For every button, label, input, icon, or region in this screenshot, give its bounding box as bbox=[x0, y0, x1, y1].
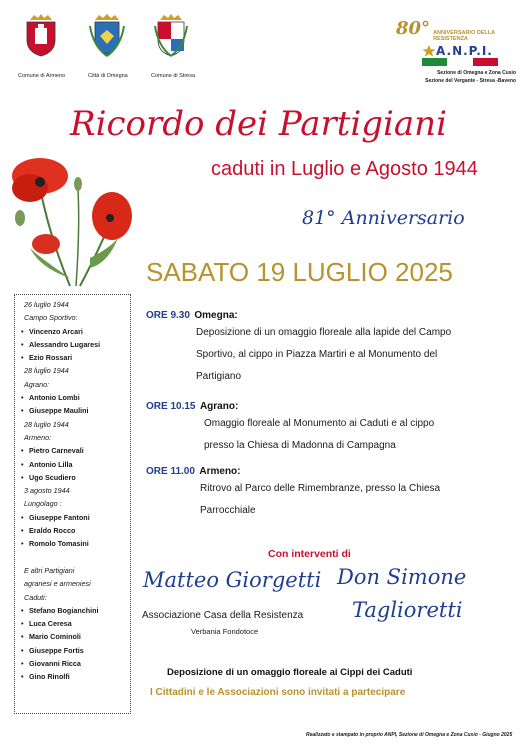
fallen-name: • Giuseppe Maulini bbox=[15, 404, 130, 417]
fallen-name: • Alessandro Lugaresi bbox=[15, 338, 130, 351]
fallen-name: • Romolo Tomasini bbox=[15, 537, 130, 550]
schedule-time: ORE 11.00 bbox=[146, 466, 195, 477]
fallen-name: • Luca Ceresa bbox=[15, 617, 130, 630]
schedule-place: Armeno: bbox=[199, 466, 241, 477]
speaker1-association: Associazione Casa della Resistenza bbox=[142, 610, 304, 621]
fallen-names-list bbox=[14, 294, 131, 714]
schedule-line: Ritrovo al Parco delle Rimembranze, presso la Chiesa bbox=[200, 483, 441, 494]
schedule-line: Parrocchiale bbox=[200, 505, 256, 516]
schedule-line: Partigiano bbox=[196, 371, 242, 382]
names-heading: Armeno: bbox=[24, 432, 52, 442]
crest-label-stresa: Comune di Stresa bbox=[151, 73, 196, 79]
page-title: Ricordo dei Partigiani bbox=[70, 104, 447, 144]
anniversary-label: 81° Anniversario bbox=[302, 207, 465, 229]
anpi-section-2: Sezione del Vergante - Stresa -Baveno bbox=[425, 78, 516, 84]
names-heading: E altri Partigiani bbox=[24, 565, 75, 575]
crest-label-omegna: Città di Omegna bbox=[88, 73, 128, 79]
names-heading bbox=[15, 551, 130, 564]
schedule-line: presso la Chiesa di Madonna di Campagna bbox=[204, 440, 396, 451]
fallen-name: • Giuseppe Fortis bbox=[15, 644, 130, 657]
schedule-line: Sportivo, al cippo in Piazza Martiri e al Monumento del bbox=[196, 349, 438, 360]
names-heading: 28 luglio 1944 bbox=[24, 419, 69, 429]
fallen-name: • Giovanni Ricca bbox=[15, 657, 130, 670]
footer-credit: Realizzato e stampato in proprio ANPI, Sezione di Omegna e Zona Cusio - Giugno 2025 bbox=[306, 732, 513, 738]
fallen-name: • Pietro Carnevali bbox=[15, 444, 130, 457]
anpi-logo bbox=[396, 18, 516, 85]
names-heading: Agrano: bbox=[24, 379, 50, 389]
schedule-line: Deposizione di un omaggio floreale alla lapide del Campo bbox=[196, 327, 452, 338]
schedule bbox=[146, 305, 486, 522]
fallen-name: • Stefano Bogianchini bbox=[15, 604, 130, 617]
anpi-section-1: Sezione di Omegna e Zona Cusio bbox=[437, 70, 516, 76]
names-heading: Caduti: bbox=[24, 592, 47, 602]
footer-deposition: Deposizione di un omaggio floreale ai Cippi dei Caduti bbox=[167, 667, 413, 678]
schedule-time: ORE 9.30 bbox=[146, 310, 190, 321]
fallen-name: • Gino Rinolfi bbox=[15, 670, 130, 683]
schedule-item bbox=[146, 461, 486, 522]
anpi-flag bbox=[422, 58, 498, 66]
crest-label-armeno: Comune di Armeno bbox=[18, 73, 66, 79]
interventions-heading: Con interventi di bbox=[268, 548, 351, 560]
names-heading: 28 luglio 1944 bbox=[24, 366, 69, 376]
schedule-time: ORE 10.15 bbox=[146, 401, 196, 412]
crest-armeno bbox=[21, 12, 61, 58]
crest-omegna bbox=[87, 12, 127, 58]
armeno-crest-icon bbox=[24, 12, 58, 58]
poppies-illustration-icon bbox=[0, 148, 140, 288]
stresa-crest-icon bbox=[153, 12, 189, 58]
schedule-item bbox=[146, 396, 486, 461]
fallen-name: • Eraldo Rocco bbox=[15, 524, 130, 537]
names-heading: Lungolago : bbox=[24, 499, 62, 509]
fallen-name: • Antonio Lilla bbox=[15, 458, 130, 471]
signature-don-simone-line1: Don Simone bbox=[337, 565, 467, 589]
schedule-place: Omegna: bbox=[194, 310, 238, 321]
speaker1-location: Verbania Fondotoce bbox=[191, 627, 259, 636]
schedule-place: Agrano: bbox=[199, 401, 239, 412]
page-subtitle: caduti in Luglio e Agosto 1944 bbox=[211, 158, 478, 180]
fallen-name: • Giuseppe Fantoni bbox=[15, 511, 130, 524]
event-date: SABATO 19 LUGLIO 2025 bbox=[146, 257, 453, 287]
fallen-name: • Ezio Rossari bbox=[15, 351, 130, 364]
names-heading: 3 agosto 1944 bbox=[24, 486, 70, 496]
anpi-anniversary-text: ANNIVERSARIO DELLA RESISTENZA bbox=[433, 30, 495, 42]
fallen-name: • Mario Cominoli bbox=[15, 630, 130, 643]
names-heading: 26 luglio 1944 bbox=[24, 300, 69, 309]
schedule-line: Omaggio floreale al Monumento ai Caduti e al cippo bbox=[204, 418, 435, 429]
anpi-star-icon bbox=[422, 45, 436, 57]
crest-stresa bbox=[151, 12, 191, 58]
anpi-name: A.N.P.I. bbox=[436, 44, 493, 58]
signature-don-simone-line2: Taglioretti bbox=[352, 598, 463, 622]
footer-invitation: I Cittadini e le Associazioni sono invitati a partecipare bbox=[150, 687, 406, 698]
schedule-item bbox=[146, 305, 486, 396]
signature-matteo-giorgetti: Matteo Giorgetti bbox=[143, 568, 322, 592]
omegna-crest-icon bbox=[87, 12, 127, 58]
names-heading: Campo Sportivo: bbox=[24, 313, 78, 323]
anpi-80-number: 80° bbox=[396, 18, 431, 39]
names-heading: agranesi e armeniesi bbox=[24, 579, 91, 589]
fallen-name: • Vincenzo Arcari bbox=[15, 325, 130, 338]
fallen-name: • Ugo Scudiero bbox=[15, 471, 130, 484]
fallen-name: • Antonio Lombi bbox=[15, 391, 130, 404]
